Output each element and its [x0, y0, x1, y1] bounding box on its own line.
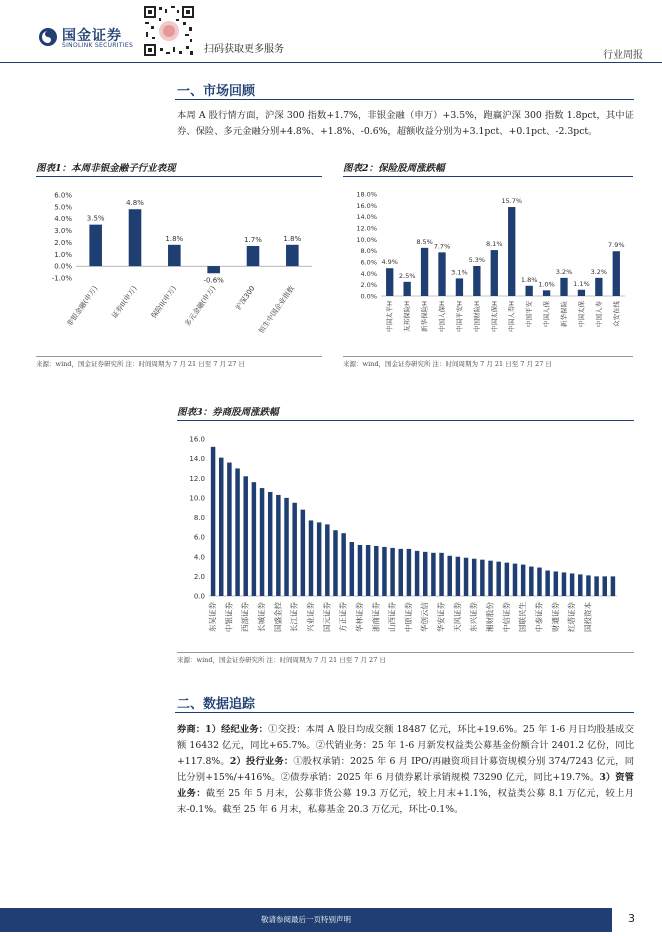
am-lead: 3）资管业务：	[177, 772, 634, 799]
figure3-category-label: 中泰证券	[534, 602, 544, 632]
figure2-chart	[343, 180, 633, 355]
figure2-category-label: 中国财险H	[472, 301, 481, 332]
logo-name-cn: 国金证券	[62, 28, 122, 44]
figure3-bar	[268, 492, 272, 596]
figure3-category-label: 财通证券	[550, 602, 560, 632]
figure3-category-label: 西部证券	[240, 602, 250, 632]
figure3-chart	[177, 424, 634, 650]
figure3-bar	[488, 561, 492, 596]
figure2-data-label: 1.1%	[573, 279, 590, 288]
figure1-bar	[207, 266, 220, 273]
figure2-bar	[525, 286, 532, 296]
figure3-y-tick-label: 6.0	[193, 533, 205, 542]
figure2-bar	[613, 251, 620, 296]
figure2-bar	[578, 290, 585, 296]
figure3-bar	[358, 545, 362, 596]
figure2-y-tick-label: 14.0%	[356, 213, 377, 222]
figure3-bar	[366, 545, 370, 596]
figure1-category-label: 证券II(申万)	[110, 284, 139, 320]
section-title-data-tracking: 二、数据追踪	[177, 697, 256, 712]
figure2-y-tick-label: 12.0%	[356, 224, 377, 233]
figure1-bar	[168, 245, 181, 266]
figure3-bar	[480, 560, 484, 596]
figure3-category-label: 华创云信	[420, 602, 430, 632]
figure3-bar	[447, 556, 451, 596]
figure2-bar	[508, 207, 515, 296]
figure3-source: 来源：wind，国金证券研究所 注：时间周期为 7 月 21 日至 7 月 27 日	[177, 656, 386, 664]
figure3-category-label: 浙商证券	[371, 602, 381, 632]
figure2-data-label: 3.2%	[590, 267, 608, 276]
figure3-bar	[611, 576, 615, 596]
figure3-category-label: 中银证券	[224, 602, 234, 632]
figure3-bar	[252, 482, 256, 596]
figure3-bar	[211, 447, 215, 596]
figure1-chart	[36, 180, 322, 355]
figure1-category-label: 非银金融(申万)	[65, 284, 100, 329]
figure2-data-label: 4.9%	[381, 258, 398, 267]
qr-code-icon[interactable]	[142, 4, 196, 58]
am-text: 截至 25 年 5 月末，公募非货公募 19.3 万亿元，较上月末+1.1%，权益类公募 8.1 万亿元，较上月末-0.1%。截至 25 年 6 月末，私募基金 20.3 万亿元，环比-0.1%。	[177, 788, 634, 815]
figure3-bar	[415, 551, 419, 596]
figure3-bar	[423, 552, 427, 596]
figure2-bar	[421, 248, 428, 296]
figure1-bar	[129, 209, 142, 266]
figure2-category-label: 中国平安	[525, 301, 534, 327]
figure3-bar	[505, 563, 509, 596]
figure3-category-label: 中原证券	[403, 602, 413, 632]
figure3-bar	[333, 530, 337, 596]
figure2-data-label: 15.7%	[501, 197, 523, 206]
figure2-data-label: 7.9%	[608, 241, 625, 250]
figure3-bar	[227, 463, 231, 596]
figure3-y-tick-label: 12.0	[189, 474, 205, 483]
figure1-y-tick-label: 4.0%	[54, 215, 72, 224]
figure3-category-label: 国投资本	[583, 602, 593, 632]
figure3-category-label: 兴业证券	[306, 602, 315, 632]
figure2-bar	[473, 266, 480, 296]
logo-name-en: SINOLINK SECURITIES	[62, 42, 134, 49]
figure3-title: 图表3：券商股周涨跌幅	[177, 407, 279, 418]
figure2-category-label: 中国人保	[542, 301, 551, 327]
figure3-bar	[350, 542, 354, 596]
page-number: 3	[628, 912, 635, 925]
figure3-bar	[301, 510, 305, 596]
figure2-source: 来源：wind，国金证券研究所 注：时间周期为 7 月 21 日至 7 月 27 日	[343, 360, 552, 368]
figure2-category-label: 中国人寿	[594, 301, 603, 327]
figure3-category-label: 长江证券	[289, 602, 299, 632]
figure2-category-label: 中国太平H	[385, 301, 394, 332]
figure3-category-label: 国盛金控	[273, 602, 283, 632]
figure3-bar	[382, 547, 386, 596]
figure3-bar	[235, 468, 239, 596]
figure1-bar	[89, 225, 102, 267]
figure2-y-tick-label: 4.0%	[360, 269, 377, 278]
figure3-category-label: 国元证券	[322, 602, 332, 632]
figure3-category-label: 山西证券	[387, 602, 397, 632]
section-divider	[175, 712, 634, 713]
figure2-data-label: 7.7%	[433, 242, 451, 251]
figure3-category-label: 华林证券	[354, 602, 364, 632]
figure1-top-rule	[36, 176, 322, 177]
figure3-bar	[545, 570, 549, 596]
figure3-bar	[243, 476, 247, 596]
figure3-y-tick-label: 14.0	[189, 455, 205, 464]
figure3-bar	[513, 564, 517, 596]
figure2-bottom-rule	[343, 356, 633, 357]
figure3-category-label: 华安证券	[436, 602, 446, 632]
figure2-data-label: 1.8%	[520, 275, 538, 284]
figure3-y-tick-label: 0.0	[193, 592, 205, 601]
figure3-category-label: 天风证券	[452, 602, 462, 632]
figure3-bar	[431, 553, 435, 596]
figure2-data-label: 8.5%	[416, 237, 433, 246]
figure2-data-label: 2.5%	[398, 271, 416, 280]
figure1-y-tick-label: 0.0%	[54, 262, 72, 271]
figure3-bar	[219, 458, 223, 596]
figure2-category-label: 新华保险H	[420, 301, 429, 332]
brokerage-text: ①交投：本周 A 股日均成交额 18487 亿元，环比+19.6%。25 年 1-6 月日均股基成交额 16432 亿元，同比+65.7%。②代销业务：25 年 1-6 月新发权益类公募基金份额合计 2401.2 亿份，同比+117.8%。	[177, 724, 634, 767]
figure3-bar	[399, 549, 403, 596]
figure2-category-label: 中国人保H	[438, 301, 446, 332]
figure2-title: 图表2：保险股周涨跌幅	[343, 163, 445, 174]
figure1-y-tick-label: 2.0%	[54, 238, 72, 247]
figure1-title: 图表1：本周非银金融子行业表现	[36, 163, 176, 174]
figure3-bar	[407, 549, 411, 596]
figure1-category-label: 恒生中国企业指数	[257, 284, 296, 336]
figure3-y-tick-label: 16.0	[189, 435, 205, 444]
figure3-bar	[554, 571, 558, 596]
figure2-y-tick-label: 8.0%	[360, 247, 377, 256]
figure2-category-label: 新华保险	[560, 301, 568, 327]
figure3-bar	[586, 575, 590, 596]
figure3-bar	[537, 568, 541, 596]
figure1-y-tick-label: 6.0%	[54, 191, 72, 200]
figure3-bar	[284, 498, 288, 596]
figure2-category-label: 众安在线	[612, 301, 621, 327]
figure3-bar	[464, 558, 468, 596]
figure3-category-label: 东兴证券	[469, 602, 479, 632]
section-divider	[175, 99, 634, 100]
sinolink-logo-icon	[38, 27, 58, 47]
figure3-bar	[374, 546, 378, 596]
figure2-y-tick-label: 6.0%	[360, 258, 377, 267]
figure2-category-label: 友邦保险H	[403, 301, 412, 332]
figure3-bar	[529, 567, 533, 596]
brokerage-lead: 券商：1）经纪业务：	[177, 724, 269, 735]
figure1-bottom-rule	[36, 356, 322, 357]
figure2-y-tick-label: 0.0%	[360, 292, 377, 301]
report-type-label: 行业周报	[603, 50, 643, 61]
figure3-bar	[439, 553, 443, 596]
figure1-y-tick-label: 5.0%	[54, 203, 72, 212]
figure2-data-label: 8.1%	[486, 240, 503, 249]
figure3-bar	[456, 557, 460, 596]
figure2-bar	[560, 278, 567, 296]
figure3-bar	[309, 520, 313, 596]
figure2-y-tick-label: 18.0%	[356, 190, 377, 199]
figure3-bar	[594, 576, 598, 596]
figure3-bar	[578, 574, 582, 596]
figure2-data-label: 3.1%	[451, 268, 468, 277]
figure2-category-label: 中国太保	[577, 301, 586, 327]
figure3-bar	[472, 559, 476, 596]
figure2-bar	[386, 268, 393, 296]
figure1-data-label: 1.8%	[283, 234, 302, 243]
figure1-category-label: 多元金融(申万)	[183, 284, 218, 329]
figure3-bar	[562, 572, 566, 596]
footer-disclaimer: 敬请参阅最后一页特别声明	[261, 915, 351, 924]
figure2-data-label: 3.2%	[555, 267, 573, 276]
figure1-data-label: 4.8%	[126, 199, 144, 208]
figure2-data-label: 5.3%	[468, 255, 486, 264]
figure1-y-tick-label: -1.0%	[51, 274, 72, 283]
figure2-bar	[595, 278, 602, 296]
figure3-bar	[317, 522, 321, 596]
figure3-category-label: 方正证券	[338, 602, 348, 632]
figure3-y-tick-label: 10.0	[189, 494, 205, 503]
figure3-category-label: 长城证券	[257, 602, 267, 632]
figure3-bar	[603, 576, 607, 596]
figure1-bar	[286, 245, 299, 266]
figure3-bar	[496, 562, 500, 596]
figure2-category-label: 中国平安H	[455, 301, 464, 332]
section-title-market-review: 一、市场回顾	[177, 84, 256, 99]
qr-caption: 扫码获取更多服务	[204, 44, 284, 55]
figure1-data-label: 1.7%	[244, 235, 262, 244]
figure3-bottom-rule	[177, 652, 634, 653]
figure1-y-tick-label: 1.0%	[54, 250, 72, 259]
figure1-source: 来源：wind，国金证券研究所 注：时间周期为 7 月 21 日至 7 月 27 日	[36, 360, 245, 368]
figure3-bar	[292, 503, 296, 596]
figure1-data-label: 3.5%	[86, 214, 105, 223]
figure2-bar	[403, 282, 410, 296]
figure3-category-label: 国联民生	[518, 602, 528, 632]
figure1-data-label: 1.8%	[165, 234, 184, 243]
figure3-bar	[276, 495, 280, 596]
ib-text: ①股权承销：2025 年 6 月 IPO/再融资项目计募资规模分别 374/7243 亿元，同比分别+15%/+416%。②债券承销：2025 年 6 月债券累计承销规模 73290 亿元，同比+19.7%。	[177, 756, 634, 783]
figure1-bar	[247, 246, 260, 266]
figure3-bar	[341, 533, 345, 596]
ib-lead: 2）投行业务：	[229, 756, 294, 767]
figure1-y-tick-label: 3.0%	[54, 227, 72, 236]
figure2-bar	[491, 250, 498, 296]
figure2-bar	[438, 252, 445, 296]
market-review-paragraph: 本周 A 股行情方面，沪深 300 指数+1.7%，非银金融（申万）+3.5%，跑赢沪深 300 指数 1.8pct，其中证券、保险、多元金融分别+4.8%、+1.8%、-0.6%，超额收益分别为+3.1pct、+0.1pct、-2.3pct。	[177, 110, 634, 137]
figure1-category-label: 保险II(申万)	[149, 284, 178, 320]
figure3-bar	[325, 524, 329, 596]
figure3-bar	[390, 548, 394, 596]
figure3-category-label: 红塔证券	[567, 602, 577, 632]
figure2-y-tick-label: 10.0%	[356, 235, 377, 244]
figure1-data-label: -0.6%	[203, 276, 224, 285]
figure3-y-tick-label: 4.0	[193, 553, 205, 562]
figure1-category-label: 沪深300	[234, 284, 257, 312]
figure2-top-rule	[343, 176, 633, 177]
figure3-category-label: 湘财股份	[485, 602, 495, 632]
figure3-bar	[521, 565, 525, 596]
figure2-data-label: 1.0%	[538, 280, 555, 289]
figure2-bar	[456, 278, 463, 296]
header-divider	[0, 62, 662, 63]
figure3-bar	[570, 573, 574, 596]
figure2-y-tick-label: 2.0%	[360, 281, 377, 290]
figure3-top-rule	[177, 420, 634, 421]
figure2-y-tick-label: 16.0%	[356, 201, 377, 210]
figure2-category-label: 中国太保H	[490, 301, 499, 332]
data-tracking-paragraph	[177, 722, 634, 818]
figure3-y-tick-label: 2.0	[193, 572, 205, 581]
figure3-bar	[260, 488, 264, 596]
figure3-y-tick-label: 8.0	[193, 514, 205, 522]
figure3-category-label: 东吴证券	[208, 602, 218, 632]
figure2-bar	[543, 290, 550, 296]
figure3-category-label: 中信证券	[501, 602, 511, 632]
figure2-category-label: 中国人寿H	[507, 301, 516, 332]
